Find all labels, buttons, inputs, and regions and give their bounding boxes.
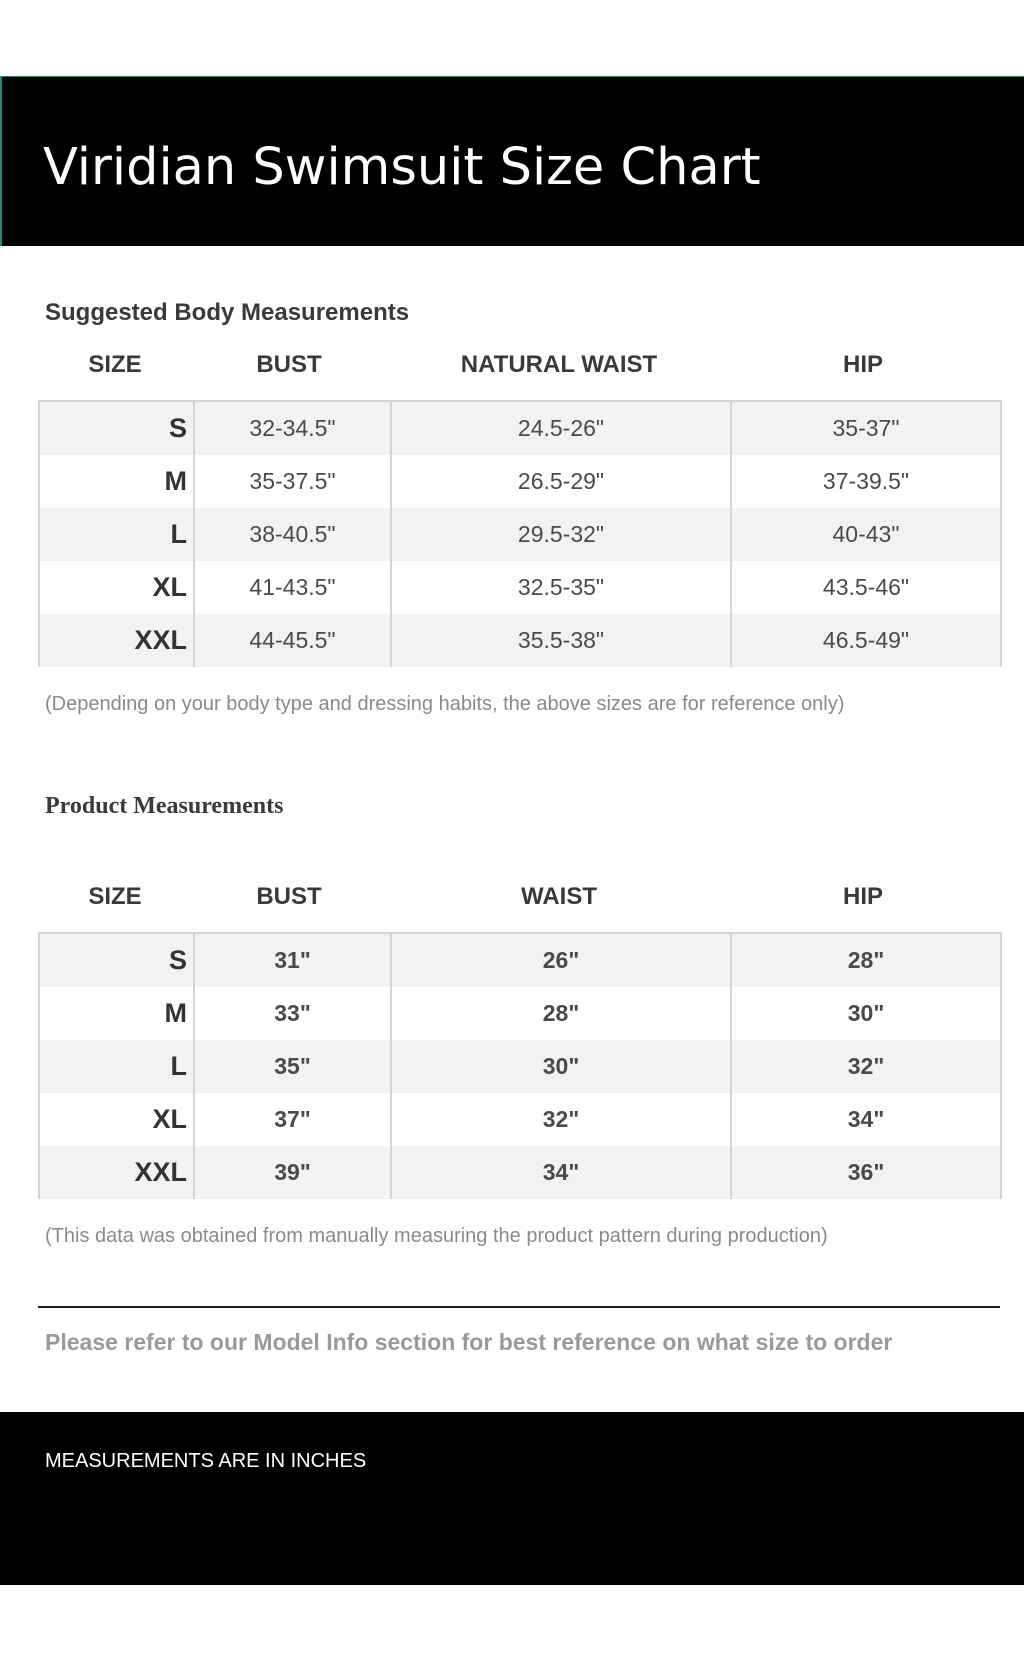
page-title: Viridian Swimsuit Size Chart [43,138,761,197]
hip-cell: 30" [731,987,1001,1040]
col-header-waist: WAIST [521,883,597,910]
units-note: MEASUREMENTS ARE IN INCHES [45,1450,367,1472]
waist-cell: 24.5-26" [391,401,731,455]
hip-cell: 46.5-49" [731,614,1001,667]
table-row [39,1040,1001,1093]
col-header-bust: BUST [256,351,322,378]
hip-cell: 34" [731,1093,1001,1146]
bust-cell: 33" [194,987,391,1040]
hip-cell: 28" [731,933,1001,987]
footer-banner [0,1412,1024,1585]
waist-cell: 34" [391,1146,731,1199]
col-header-size: SIZE [88,351,142,378]
size-cell: M [39,987,194,1040]
size-cell: S [39,401,194,455]
body-measurements-heading: Suggested Body Measurements [45,299,410,326]
waist-cell: 28" [391,987,731,1040]
bust-cell: 39" [194,1146,391,1199]
bust-cell: 32-34.5" [194,401,391,455]
body-table-header [0,351,1024,391]
waist-cell: 30" [391,1040,731,1093]
table-row [39,614,1001,667]
product-measurements-table [38,932,1002,1199]
hip-cell: 43.5-46" [731,561,1001,614]
table-row [39,401,1001,455]
size-cell: XL [39,1093,194,1146]
table-row [39,1146,1001,1199]
size-cell: XXL [39,614,194,667]
bust-cell: 38-40.5" [194,508,391,561]
table-row [39,455,1001,508]
col-header-hip: HIP [842,883,884,910]
bust-cell: 35-37.5" [194,455,391,508]
waist-cell: 32" [391,1093,731,1146]
waist-cell: 32.5-35" [391,561,731,614]
hip-cell: 37-39.5" [731,455,1001,508]
body-measurements-table [38,400,1002,667]
bust-cell: 37" [194,1093,391,1146]
waist-cell: 26" [391,933,731,987]
hip-cell: 40-43" [731,508,1001,561]
size-cell: L [39,508,194,561]
bust-cell: 31" [194,933,391,987]
bust-cell: 44-45.5" [194,614,391,667]
product-measurements-note: (This data was obtained from manually measuring the product pattern during production) [45,1225,828,1247]
product-measurements-heading: Product Measurements [45,793,284,819]
table-row [39,508,1001,561]
col-header-natural-waist: NATURAL WAIST [460,351,658,378]
col-header-size: SIZE [88,883,142,910]
col-header-hip: HIP [842,351,884,378]
table-row [39,561,1001,614]
bust-cell: 35" [194,1040,391,1093]
waist-cell: 35.5-38" [391,614,731,667]
divider [38,1306,1000,1308]
hip-cell: 36" [731,1146,1001,1199]
size-cell: L [39,1040,194,1093]
hip-cell: 32" [731,1040,1001,1093]
size-cell: XL [39,561,194,614]
waist-cell: 26.5-29" [391,455,731,508]
table-row [39,933,1001,987]
body-measurements-note: (Depending on your body type and dressing habits, the above sizes are for reference only) [45,693,845,715]
waist-cell: 29.5-32" [391,508,731,561]
size-cell: XXL [39,1146,194,1199]
hip-cell: 35-37" [731,401,1001,455]
col-header-bust: BUST [256,883,322,910]
table-row [39,987,1001,1040]
bust-cell: 41-43.5" [194,561,391,614]
size-cell: M [39,455,194,508]
size-cell: S [39,933,194,987]
product-table-header [0,883,1024,923]
model-info-reference: Please refer to our Model Info section for best reference on what size to order [45,1329,893,1355]
table-row [39,1093,1001,1146]
